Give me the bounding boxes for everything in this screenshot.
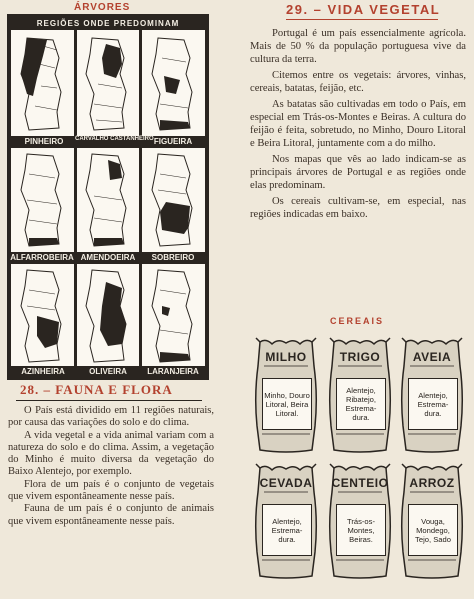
fauna-heading: 28. – FAUNA E FLORA xyxy=(20,382,173,397)
vida-text xyxy=(250,27,466,221)
vida-vegetal-heading: 29. – VIDA VEGETAL xyxy=(286,2,441,17)
sack-name: CEVADA xyxy=(259,476,313,490)
paragraph: A vida vegetal e a vida animal variam com a natureza do solo e do clima. Assim, a vegetação do Minho é muito diversa da vegetação do Baixo Alentejo, por exemplo. xyxy=(8,429,214,478)
fauna-text xyxy=(8,405,214,528)
sack-label: Alentejo, Estrema-dura. xyxy=(262,504,312,556)
map-divider xyxy=(139,30,142,378)
sack-label: Alentejo, Ribatejo, Estrema-dura. xyxy=(336,378,386,430)
sack-0 xyxy=(252,336,320,456)
map-divider xyxy=(74,30,77,378)
sack-2 xyxy=(398,336,466,456)
panel-title: REGIÕES ONDE PREDOMINAM xyxy=(11,18,205,30)
tree-label: LARANJEIRA xyxy=(147,367,199,376)
map-carvalho xyxy=(78,34,138,134)
row-labels-3 xyxy=(11,366,205,378)
sack-1 xyxy=(326,336,394,456)
tree-label: AZINHEIRA xyxy=(21,367,65,376)
map-laranjeira xyxy=(144,266,204,366)
tree-map-panel xyxy=(7,14,209,380)
map-figueira xyxy=(144,34,204,134)
arvores-heading: ÁRVORES xyxy=(74,2,131,13)
cereais-heading: CEREAIS xyxy=(330,316,385,326)
map-amendoeira xyxy=(78,150,138,250)
sack-label: Vouga, Mondego, Tejo, Sado xyxy=(408,504,458,556)
sack-name: MILHO xyxy=(265,350,307,364)
sack-label: Alentejo, Estrema-dura. xyxy=(408,378,458,430)
sack-name: CENTEIO xyxy=(331,476,389,490)
paragraph: Nos mapas que vês ao lado indicam-se as principais árvores de Portugal e as regiões onde elas predominam. xyxy=(250,154,466,191)
divider xyxy=(286,19,438,20)
paragraph: Flora de um país é o conjunto de vegetais que vivem espontâneamente nesse país. xyxy=(8,478,214,503)
tree-label: OLIVEIRA xyxy=(89,367,127,376)
sack-5 xyxy=(398,462,466,582)
tree-label: CARVALHO CASTANHEIRO xyxy=(75,136,154,142)
sack-label: Minho, Douro Litoral, Beira Litoral. xyxy=(262,378,312,430)
paragraph: Portugal é um país essencialmente agrícola. Mais de 50 % da população portuguesa vive da cultura da terra. xyxy=(250,28,466,65)
sack-label: Trás-os-Montes, Beiras. xyxy=(336,504,386,556)
sack-name: AVEIA xyxy=(412,350,452,364)
map-sobreiro xyxy=(144,150,204,250)
paragraph: Citemos entre os vegetais: árvores, vinhas, cereais, batatas, feijão, etc. xyxy=(250,70,466,94)
sack-3 xyxy=(252,462,320,582)
divider xyxy=(16,400,202,401)
tree-label: SOBREIRO xyxy=(151,253,195,262)
sack-name: TRIGO xyxy=(339,350,381,364)
paragraph: O País está dividido em 11 regiões naturais, por causa das variações do solo e do clima. xyxy=(8,405,214,429)
paragraph: Fauna de um país é o conjunto de animais que vivem espontâneamente nesse país. xyxy=(8,503,214,527)
row-labels-2 xyxy=(11,252,205,264)
tree-label: PINHEIRO xyxy=(24,137,64,146)
map-alfarrobeira xyxy=(13,150,73,250)
sack-4 xyxy=(326,462,394,582)
map-oliveira xyxy=(78,266,138,366)
paragraph: Os cereais cultivam-se, em especial, nas regiões indicadas em baixo. xyxy=(250,196,466,220)
tree-label: ALFARROBEIRA xyxy=(10,253,74,262)
sack-name: ARROZ xyxy=(409,476,455,490)
map-pinheiro xyxy=(13,34,73,134)
row-labels-1 xyxy=(11,136,205,148)
paragraph: As batatas são cultivadas em todo o País, em especial em Trás-os-Montes e Beiras. A cultura do feijão é feita, sobretudo, no Minho, Douro Litoral e Beira Litoral, juntamente com a do milho. xyxy=(250,99,466,149)
tree-label: FIGUEIRA xyxy=(153,137,193,146)
map-azinheira xyxy=(13,266,73,366)
tree-label: AMENDOEIRA xyxy=(80,253,136,262)
